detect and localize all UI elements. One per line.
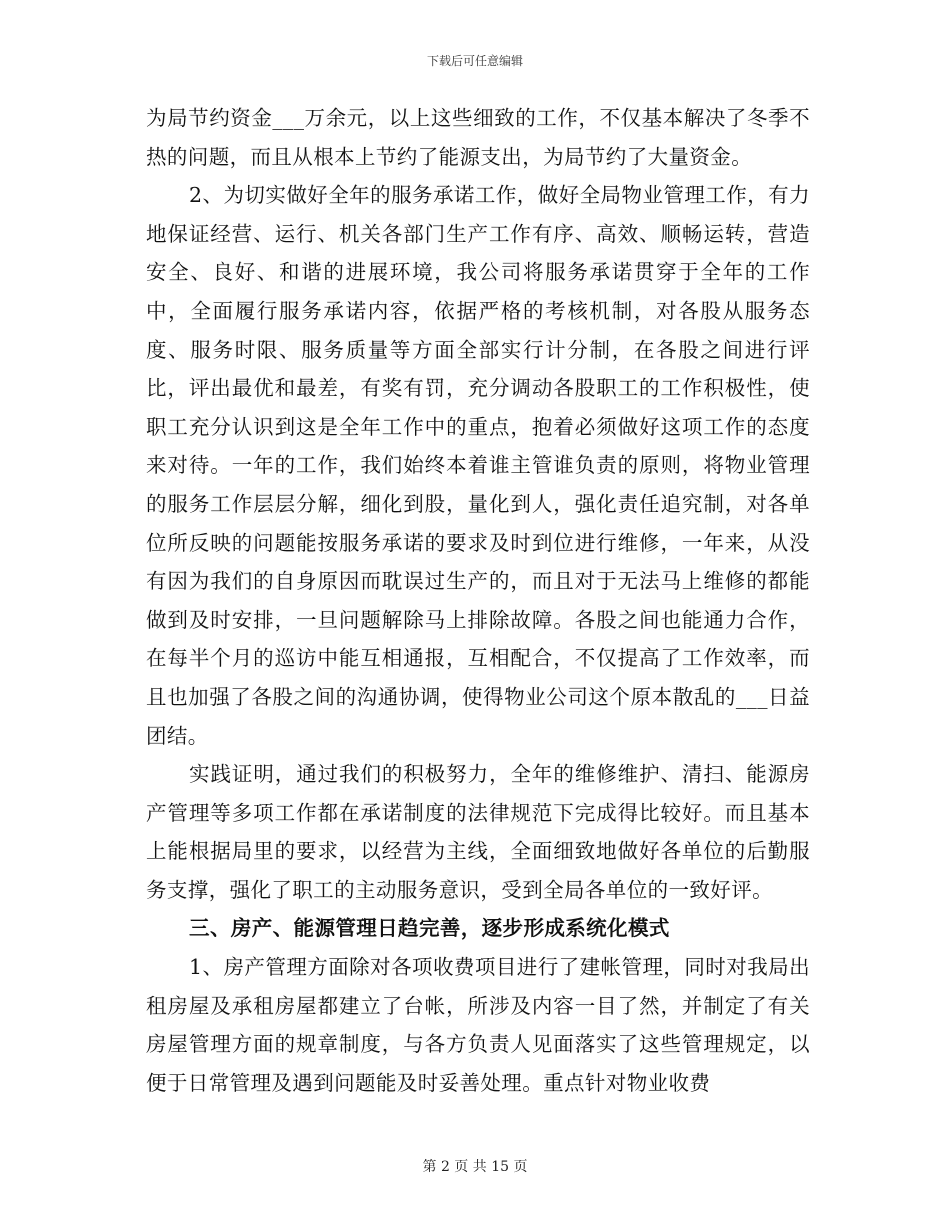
- paragraph-property-management: 1、房产管理方面除对各项收费项目进行了建帐管理，同时对我局出租房屋及承租房屋都建立了台帐，所涉及内容一目了然，并制定了有关房屋管理方面的规章制度，与各方负责人见面落实了这些管理规定，以便于日常管理及遇到问题能及时妥善处理。重点针对物业收费: [146, 955, 810, 1095]
- paragraph-service-commitment: 2、为切实做好全年的服务承诺工作，做好全局物业管理工作，有力地保证经营、运行、机关各部门生产工作有序、高效、顺畅运转，营造安全、良好、和谐的进展环境，我公司将服务承诺贯穿于全年的工作中，全面履行服务承诺内容，依据严格的考核机制，对各股从服务态度、服务时限、服务质量等方面全部实行计分制，在各股之间进行评比，评出最优和最差，有奖有罚，充分调动各股职工的工作积极性，使职工充分认识到这是全年工作中的重点，抱着必须做好这项工作的态度来对待。一年的工作，我们始终本着谁主管谁负责的原则，将物业管理的服务工作层层分解，细化到股，量化到人，强化责任追究制，对各单位所反映的问题能按服务承诺的要求及时到位进行维修，一年来，从没有因为我们的自身原因而耽误过生产的，而且对于无法马上维修的都能做到及时安排，一旦问题解除马上排除故障。各股之间也能通力合作，在每半个月的巡访中能互相通报，互相配合，不仅提高了工作效率，而且也加强了各股之间的沟通协调，使得物业公司这个原本散乱的___日益团结。: [146, 183, 810, 748]
- page-number: 第 2 页 共 15 页: [422, 1159, 528, 1175]
- section-heading: 三、房产、能源管理日趋完善，逐步形成系统化模式: [189, 916, 670, 941]
- document-body: [146, 99, 810, 1102]
- page-header-note: 下载后可任意编辑: [426, 54, 523, 68]
- paragraph-continued: 为局节约资金___万余元，以上这些细致的工作，不仅基本解决了冬季不热的问题，而且从根本上节约了能源支出，为局节约了大量资金。: [146, 106, 810, 169]
- paragraph-practice-proof: 实践证明，通过我们的积极努力，全年的维修维护、清扫、能源房产管理等多项工作都在承诺制度的法律规范下完成得比较好。而且基本上能根据局里的要求，以经营为主线，全面细致地做好各单位的后勤服务支撑，强化了职工的主动服务意识，受到全局各单位的一致好评。: [146, 762, 810, 902]
